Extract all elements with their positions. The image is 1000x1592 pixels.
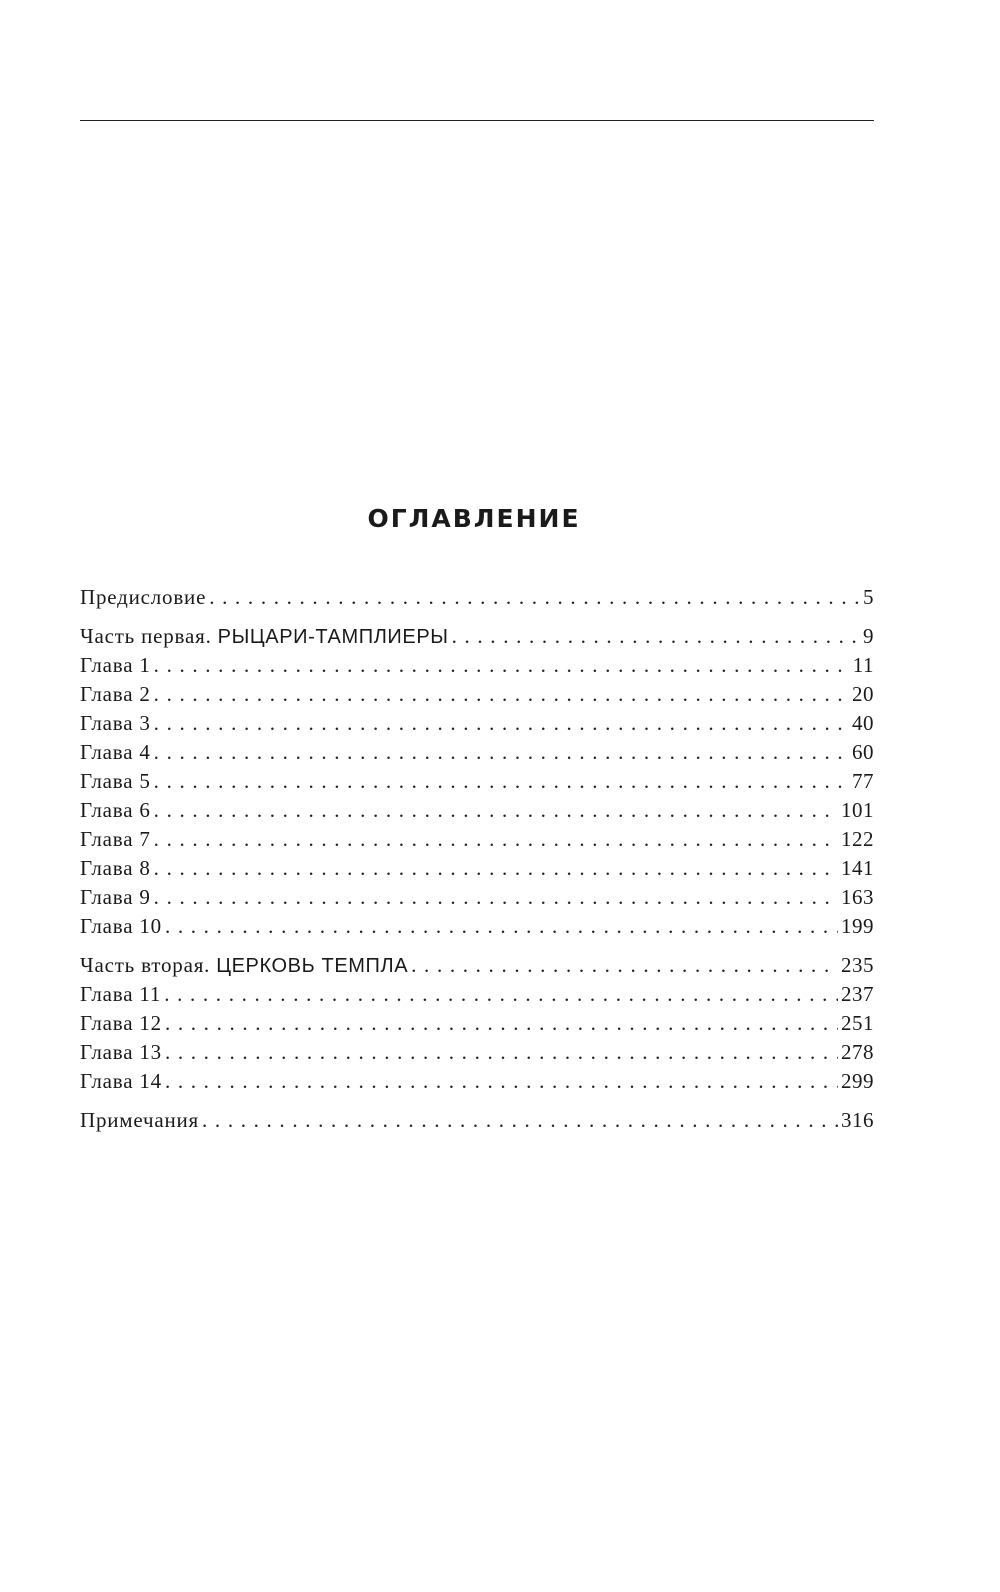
toc-entry-label-wrap bbox=[80, 767, 151, 796]
toc-entry-page: 40 bbox=[852, 711, 874, 735]
toc-entry-page: 278 bbox=[841, 1040, 874, 1064]
dot-leader bbox=[165, 1009, 838, 1038]
toc-entry-label: Глава 12 bbox=[80, 1011, 162, 1035]
toc-entry-label-wrap bbox=[80, 1106, 199, 1135]
toc-entry-page: 60 bbox=[852, 740, 874, 764]
dot-leader bbox=[154, 709, 849, 738]
toc-entry-page: 101 bbox=[841, 798, 874, 822]
toc-entry-label-wrap bbox=[80, 1009, 162, 1038]
dot-leader bbox=[154, 825, 838, 854]
toc-entry-label: Глава 3 bbox=[80, 711, 151, 735]
dot-leader bbox=[154, 767, 849, 796]
toc-entry[interactable] bbox=[80, 1009, 874, 1038]
dot-leader bbox=[165, 912, 838, 941]
toc-entry[interactable] bbox=[80, 854, 874, 883]
dot-leader bbox=[452, 622, 860, 651]
toc-entry-label: Глава 1 bbox=[80, 653, 151, 677]
toc-entry-label: Глава 8 bbox=[80, 856, 151, 880]
dot-leader bbox=[209, 583, 860, 612]
dot-leader bbox=[154, 680, 849, 709]
dot-leader bbox=[164, 980, 838, 1009]
dot-leader bbox=[154, 651, 850, 680]
toc-entry-page: 11 bbox=[852, 653, 874, 677]
toc-entry[interactable] bbox=[80, 796, 874, 825]
toc-entry-label: Глава 2 bbox=[80, 682, 151, 706]
toc-entry-label-wrap bbox=[80, 709, 151, 738]
table-of-contents bbox=[80, 583, 874, 1135]
toc-entry-label: Глава 14 bbox=[80, 1069, 162, 1093]
toc-entry[interactable] bbox=[80, 767, 874, 796]
toc-entry-label-wrap bbox=[80, 1067, 162, 1096]
toc-entry-label-wrap bbox=[80, 622, 449, 652]
dot-leader bbox=[165, 1067, 838, 1096]
toc-entry-label: Часть первая. bbox=[80, 624, 212, 648]
header-rule bbox=[80, 120, 874, 121]
toc-entry-page: 237 bbox=[841, 982, 874, 1006]
toc-entry[interactable] bbox=[80, 1038, 874, 1067]
dot-leader bbox=[154, 738, 849, 767]
dot-leader bbox=[411, 951, 838, 980]
toc-entry-page: 141 bbox=[841, 856, 874, 880]
toc-entry-label: Предисловие bbox=[80, 585, 207, 609]
toc-entry-label: Глава 7 bbox=[80, 827, 151, 851]
toc-entry-label-wrap bbox=[80, 951, 408, 981]
toc-part-title: РЫЦАРИ-ТАМПЛИЕРЫ bbox=[217, 626, 449, 648]
toc-entry[interactable] bbox=[80, 883, 874, 912]
toc-entry-label: Глава 6 bbox=[80, 798, 151, 822]
toc-entry[interactable] bbox=[80, 825, 874, 854]
dot-leader bbox=[202, 1106, 838, 1135]
toc-entry[interactable] bbox=[80, 980, 874, 1009]
toc-entry-page: 5 bbox=[863, 585, 874, 609]
dot-leader bbox=[154, 883, 838, 912]
toc-entry-label-wrap bbox=[80, 912, 162, 941]
toc-entry-page: 20 bbox=[852, 682, 874, 706]
toc-entry-label: Глава 10 bbox=[80, 914, 162, 938]
dot-leader bbox=[154, 854, 838, 883]
toc-entry-page: 251 bbox=[841, 1011, 874, 1035]
toc-entry[interactable] bbox=[80, 680, 874, 709]
toc-entry-page: 235 bbox=[841, 953, 874, 977]
toc-entry-page: 9 bbox=[863, 624, 874, 648]
toc-entry[interactable] bbox=[80, 951, 874, 980]
toc-entry-label-wrap bbox=[80, 883, 151, 912]
toc-entry[interactable] bbox=[80, 709, 874, 738]
toc-entry-page: 199 bbox=[841, 914, 874, 938]
toc-entry-label-wrap bbox=[80, 583, 206, 612]
toc-entry[interactable] bbox=[80, 1106, 874, 1135]
toc-entry-label-wrap bbox=[80, 651, 151, 680]
toc-entry-label: Глава 5 bbox=[80, 769, 151, 793]
toc-entry[interactable] bbox=[80, 1067, 874, 1096]
toc-entry-label-wrap bbox=[80, 738, 151, 767]
toc-entry-label: Глава 4 bbox=[80, 740, 151, 764]
toc-group bbox=[80, 622, 874, 941]
dot-leader bbox=[154, 796, 838, 825]
toc-entry[interactable] bbox=[80, 622, 874, 651]
toc-entry[interactable] bbox=[80, 912, 874, 941]
toc-entry-label: Часть вторая. bbox=[80, 953, 211, 977]
toc-entry-label: Глава 11 bbox=[80, 982, 162, 1006]
toc-part-title: ЦЕРКОВЬ ТЕМПЛА bbox=[216, 955, 409, 977]
toc-entry-page: 77 bbox=[852, 769, 874, 793]
toc-entry-label-wrap bbox=[80, 825, 151, 854]
toc-entry-label: Глава 13 bbox=[80, 1040, 162, 1064]
dot-leader bbox=[165, 1038, 838, 1067]
toc-group bbox=[80, 583, 874, 612]
toc-entry-label: Глава 9 bbox=[80, 885, 151, 909]
toc-group bbox=[80, 1106, 874, 1135]
toc-entry-label-wrap bbox=[80, 796, 151, 825]
toc-entry-label-wrap bbox=[80, 980, 161, 1009]
toc-entry-page: 316 bbox=[841, 1108, 874, 1132]
toc-entry-label: Примечания bbox=[80, 1108, 200, 1132]
page-title: ОГЛАВЛЕНИЕ bbox=[367, 504, 581, 533]
toc-entry-page: 122 bbox=[841, 827, 874, 851]
toc-group bbox=[80, 951, 874, 1096]
toc-entry-label-wrap bbox=[80, 1038, 162, 1067]
toc-entry-page: 299 bbox=[841, 1069, 874, 1093]
toc-entry[interactable] bbox=[80, 583, 874, 612]
toc-entry-page: 163 bbox=[841, 885, 874, 909]
toc-entry-label-wrap bbox=[80, 680, 151, 709]
toc-entry[interactable] bbox=[80, 738, 874, 767]
toc-entry-label-wrap bbox=[80, 854, 151, 883]
toc-entry[interactable] bbox=[80, 651, 874, 680]
